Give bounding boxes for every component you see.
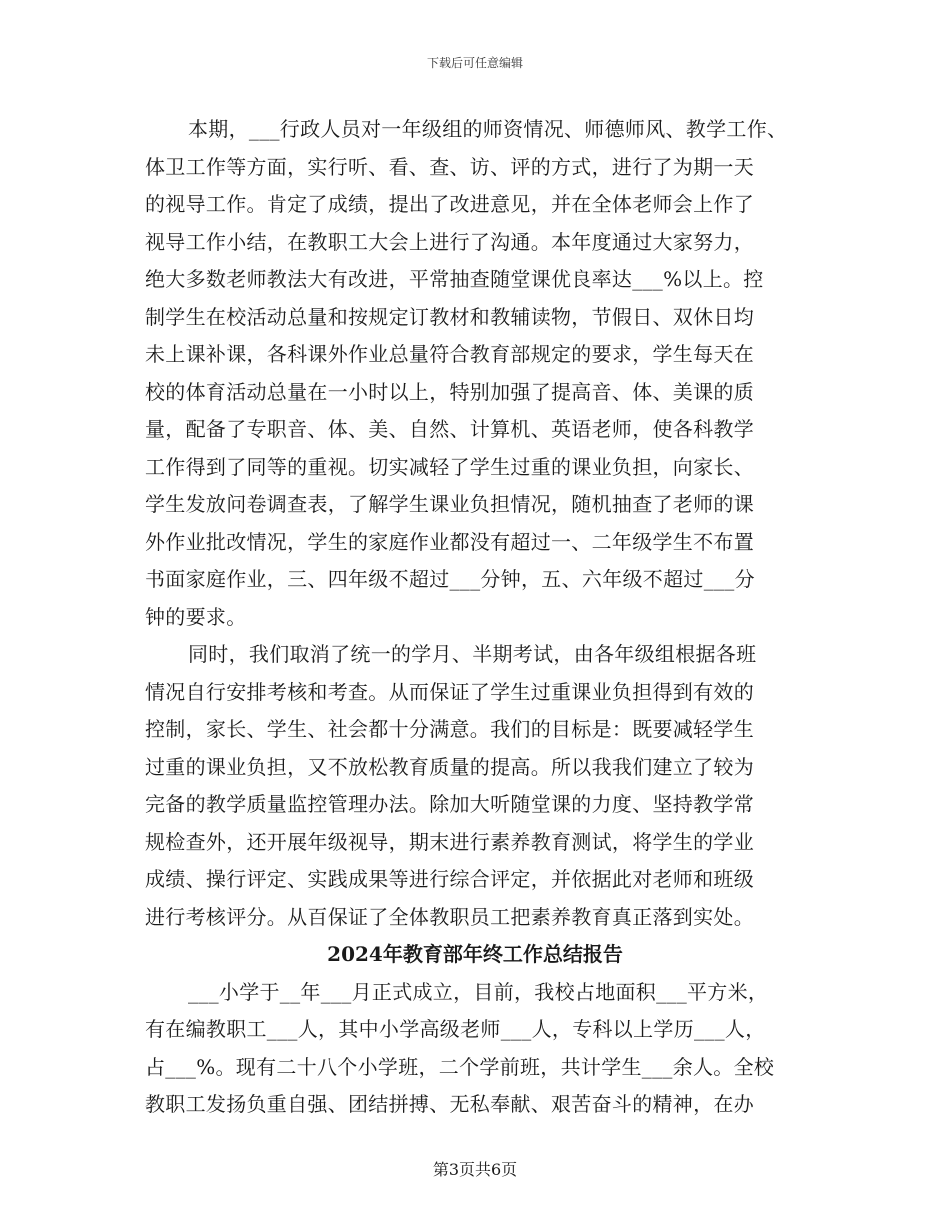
paragraph-line: 占___%。现有二十八个小学班，二个学前班，共计学生___余人。全校: [145, 1055, 775, 1079]
paragraph-line: 同时，我们取消了统一的学月、半期考试，由各年级组根据各班: [188, 642, 757, 666]
paragraph-line: 规检查外，还开展年级视导，期末进行素养教育测试，将学生的学业: [145, 830, 754, 854]
paragraph-line: 情况自行安排考核和考查。从而保证了学生过重课业负担得到有效的: [145, 680, 754, 704]
paragraph-line: 工作得到了同等的重视。切实减轻了学生过重的课业负担，向家长、: [145, 455, 754, 479]
paragraph-line: 过重的课业负担，又不放松教育质量的提高。所以我我们建立了较为: [145, 755, 754, 779]
paragraph-line: ___小学于__年___月正式成立，目前，我校占地面积___平方米，: [188, 980, 769, 1004]
paragraph-line: 完备的教学质量监控管理办法。除加大听随堂课的力度、坚持教学常: [145, 792, 754, 816]
paragraph-line: 教职工发扬负重自强、团结拼搏、无私奉献、艰苦奋斗的精神，在办: [145, 1092, 754, 1116]
paragraph-line: 视导工作小结，在教职工大会上进行了沟通。本年度通过大家努力，: [145, 230, 754, 254]
paragraph-line: 制学生在校活动总量和按规定订教材和教辅读物，节假日、双休日均: [145, 305, 754, 329]
paragraph-line: 学生发放问卷调查表，了解学生课业负担情况，随机抽查了老师的课: [145, 492, 754, 516]
page-number: 第3页共6页: [432, 1160, 518, 1179]
paragraph-line: 本期，___行政人员对一年级组的师资情况、师德师风、教学工作、: [188, 117, 788, 141]
section-title: 2024年教育部年终工作总结报告: [327, 942, 623, 966]
paragraph-line: 书面家庭作业，三、四年级不超过___分钟，五、六年级不超过___分: [145, 567, 755, 591]
page-header: 下载后可任意编辑: [426, 56, 523, 70]
paragraph-line: 校的体育活动总量在一小时以上，特别加强了提高音、体、美课的质: [145, 380, 754, 404]
paragraph-line: 绝大多数老师教法大有改进，平常抽查随堂课优良率达___%以上。控: [145, 267, 764, 291]
paragraph-line: 外作业批改情况，学生的家庭作业都没有超过一、二年级学生不布置: [145, 530, 754, 554]
paragraph-line: 钟的要求。: [145, 605, 247, 629]
paragraph-line: 进行考核评分。从百保证了全体教职员工把素养教育真正落到实处。: [145, 905, 754, 929]
paragraph-line: 量，配备了专职音、体、美、自然、计算机、英语老师，使各科教学: [145, 417, 754, 441]
paragraph-line: 控制，家长、学生、社会都十分满意。我们的目标是：既要减轻学生: [145, 717, 754, 741]
paragraph-line: 有在编教职工___人，其中小学高级老师___人，专科以上学历___人，: [145, 1017, 766, 1041]
paragraph-line: 成绩、操行评定、实践成果等进行综合评定，并依据此对老师和班级: [145, 867, 754, 891]
paragraph-line: 的视导工作。肯定了成绩，提出了改进意见，并在全体老师会上作了: [145, 192, 754, 216]
paragraph-line: 体卫工作等方面，实行听、看、查、访、评的方式，进行了为期一天: [145, 155, 754, 179]
paragraph-line: 未上课补课，各科课外作业总量符合教育部规定的要求，学生每天在: [145, 342, 754, 366]
